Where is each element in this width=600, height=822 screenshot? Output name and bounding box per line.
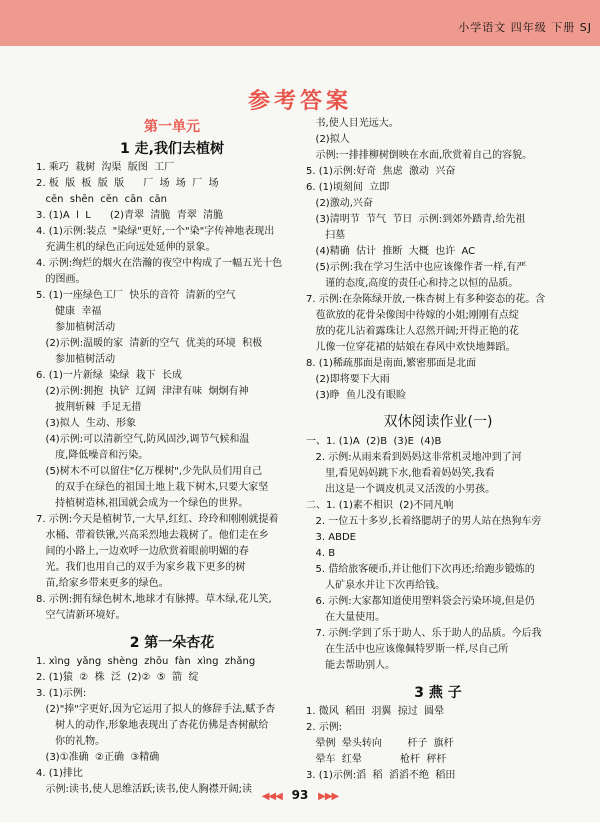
answer-line: 晕例 晕头转向 杆子 旗杆 [306, 738, 454, 749]
unit-title: 第一单元 [144, 119, 200, 135]
answer-line: 1. 微风 稻田 羽翼 掠过 圆晕 [306, 706, 445, 717]
answer-line: 能去帮助别人。 [306, 660, 396, 671]
answer-line: 放的花儿沾着露珠让人忍然开阔;开得正艳的花 [306, 326, 519, 337]
right-answer-lines-3 [306, 704, 570, 784]
answer-line: 6. 示例:大家都知道使用塑料袋会污染环境,但是仍 [306, 596, 535, 607]
answer-line: (2)拟人 [306, 134, 350, 145]
answer-line: 度,降低噪音和污染。 [36, 450, 149, 461]
answer-line: 谨的态度,高度的责任心和持之以恒的品质。 [306, 278, 519, 289]
answer-line: 3. (1)A l L (2)青翠 清脆 青翠 清脆 [36, 210, 224, 221]
lesson-2-title: 2 第一朵杏花 [129, 635, 215, 651]
answer-line: 5. (1)一座绿色工厂 快乐的音符 清新的空气 [36, 290, 236, 301]
answer-line: 你的礼物。 [36, 736, 106, 747]
answer-line: (4)示例:可以清新空气,防风固沙,调节气候和温 [36, 434, 250, 445]
answer-line: (2)示例:拥抱 执铲 辽阔 津津有味 炯炯有神 [36, 386, 249, 397]
answer-line: (3)①准确 ②正确 ③精确 [36, 752, 160, 763]
answer-line: (2)即将要下大雨 [306, 374, 390, 385]
answer-line: 在生活中也应该像佩特罗斯一样,尽自己所 [306, 644, 509, 655]
answer-line: 7. 示例:学到了乐于助人、乐于助人的品质。今后我 [306, 628, 542, 639]
right-answer-lines [306, 116, 570, 404]
answer-line: 参加植树活动 [36, 354, 116, 365]
answer-line: 充满生机的绿色正向远处延伸的景象。 [36, 242, 216, 253]
answer-line: 2. (1)猿 ② 株 泛 (2)② ⑤ 箭 绽 [36, 672, 199, 683]
answer-line: 持植树造林,祖国就会成为一个绿色的世界。 [36, 498, 249, 509]
answer-line: 5. (1)示例:好奇 焦虑 激动 兴奋 [306, 166, 456, 177]
answer-line: 2. 一位五十多岁,长着络腮胡子的男人站在热狗车旁 [306, 516, 542, 527]
next-arrows-icon: ▶▶▶ [318, 791, 339, 802]
answer-line: 水桶、带着铁锹,兴高采烈地去栽树了。他们走在乡 [36, 530, 269, 541]
page-number: 93 [291, 788, 309, 802]
answer-line: 示例:读书,使人思维活跃;读书,使人胸襟开阔;读 [36, 784, 253, 795]
answer-line: (2)激动,兴奋 [306, 198, 373, 209]
answer-line: 6. (1)顷刻间 立即 [306, 182, 390, 193]
answer-line: 二、1. (1)素不相识 (2)不同凡响 [306, 500, 454, 511]
answer-line: 出这是一个调皮机灵又活泼的小男孩。 [306, 484, 496, 495]
title-row [0, 84, 600, 115]
answer-line: 6. (1)一片新绿 染绿 栽下 长成 [36, 370, 182, 381]
header-band [0, 0, 600, 46]
answer-line: 的图画。 [36, 274, 86, 285]
answer-line: 苗,给家乡带来更多的绿色。 [36, 578, 169, 589]
answer-line: 书,使人目光远大。 [306, 118, 399, 129]
answer-line: 1. 乘巧 栽树 沟渠 版图 工厂 [36, 162, 175, 173]
lesson-1-title: 1 走,我们去植树 [120, 141, 224, 157]
left-answer-lines [36, 160, 308, 624]
right-answer-lines-2 [306, 434, 570, 674]
answer-line: 8. 示例:拥有绿色树木,地球才有脉搏。草木绿,花儿笑, [36, 594, 272, 605]
answer-line: 披荆斩棘 手足无措 [36, 402, 142, 413]
answer-line: 一、1. (1)A (2)B (3)E (4)B [306, 436, 442, 447]
answer-line: 7. 示例:在杂陈绿开放,一株杏树上有多种姿态的花。含 [306, 294, 546, 305]
answer-line: (2)示例:温暖的家 清新的空气 优美的环境 积极 [36, 338, 263, 349]
right-column [306, 116, 570, 784]
lesson-3-title: 3 燕 子 [414, 685, 462, 701]
answer-line: (5)树木不可以留住"亿万棵树",少先队员们用自己 [36, 466, 263, 477]
left-column [36, 116, 308, 798]
answer-line: cēn shēn cēn cān cān [36, 194, 167, 205]
answer-line: 儿像一位穿花裙的姑娘在春风中欢快地舞蹈。 [306, 342, 516, 353]
left-answer-lines-2 [36, 654, 308, 798]
answer-line: 8. (1)稀疏那面是南面,繁密那面是北面 [306, 358, 477, 369]
answer-line: 扫墓 [306, 230, 346, 241]
answer-line: 参加植树活动 [36, 322, 116, 333]
answer-line: 晕车 红晕 枪杆 秤杆 [306, 754, 447, 765]
book-info-label: 小学语文 四年级 下册 SJ [458, 21, 592, 34]
answer-line: 的双手在绿色的祖国土地上栽下树木,只要大家坚 [36, 482, 269, 493]
answer-line: 空气清新环境好。 [36, 610, 126, 621]
answer-line: (3)拟人 生动、形象 [36, 418, 137, 429]
answer-line: 树人的动作,形象地表现出了杏花仿佛是杏树献给 [36, 720, 269, 731]
answer-line: 苞欲放的花骨朵像闺中待嫁的小姐;刚刚有点绽 [306, 310, 519, 321]
answer-line: 示例:一排排柳树倒映在水面,欣赏着自己的容貌。 [306, 150, 533, 161]
answer-line: 人矿泉水并让下次再给钱。 [306, 580, 446, 591]
footer [0, 788, 600, 802]
answer-line: 在大量使用。 [306, 612, 386, 623]
answer-line: 健康 幸福 [36, 306, 102, 317]
answer-line: 4. 示例:绚烂的烟火在浩瀚的夜空中构成了一幅五光十色 [36, 258, 283, 269]
answer-line: 里,看见妈妈跳下水,他看着妈妈笑,我看 [306, 468, 495, 479]
page-title: 参考答案 [247, 89, 352, 114]
answer-line: 4. (1)示例:装点 "染绿"更好,一个"染"字传神地表现出 [36, 226, 275, 237]
answer-line: 2. 示例:从雨来看到妈妈这非常机灵地冲到了河 [306, 452, 522, 463]
answer-line: 4. B [306, 548, 336, 559]
answer-line: 7. 示例:今天是植树节,一大早,红红、玲玲和刚刚就提着 [36, 514, 279, 525]
answer-line: 3. (1)示例:滔 稻 滔滔不绝 稻田 [306, 770, 456, 781]
answer-line: 间的小路上,一边欢呼一边欣赏着眼前明媚的春 [36, 546, 249, 557]
answer-line: 2. 板 版 板 版 版 厂 场 场 厂 场 [36, 178, 219, 189]
answer-line: (2)"捧"字更好,因为它运用了拟人的修辞手法,赋予杏 [36, 704, 276, 715]
answer-line: 1. xìng yǎng shèng zhōu fàn xìng zhǎng [36, 656, 256, 667]
answer-line: 2. 示例: [306, 722, 343, 733]
answer-line: 3. (1)示例: [36, 688, 87, 699]
prev-arrows-icon: ◀◀◀ [261, 791, 282, 802]
answer-line: (3)睁 鱼儿没有眼睑 [306, 390, 407, 401]
answer-line: (4)精确 估计 推断 大概 也许 AC [306, 246, 476, 257]
answer-line: 5. 借给旅客硬币,并让他们下次再还;给跑步锻炼的 [306, 564, 535, 575]
answer-line: (3)清明节 节气 节日 示例:到郊外踏青,给先祖 [306, 214, 526, 225]
answer-line: (5)示例:我在学习生活中也应该像作者一样,有严 [306, 262, 527, 273]
answer-line: 3. ABDE [306, 532, 356, 543]
answer-line: 4. (1)排比 [36, 768, 83, 779]
answer-line: 光。我们也用自己的双手为家乡栽下更多的树 [36, 562, 246, 573]
section-title: 双休阅读作业(一) [383, 414, 493, 430]
